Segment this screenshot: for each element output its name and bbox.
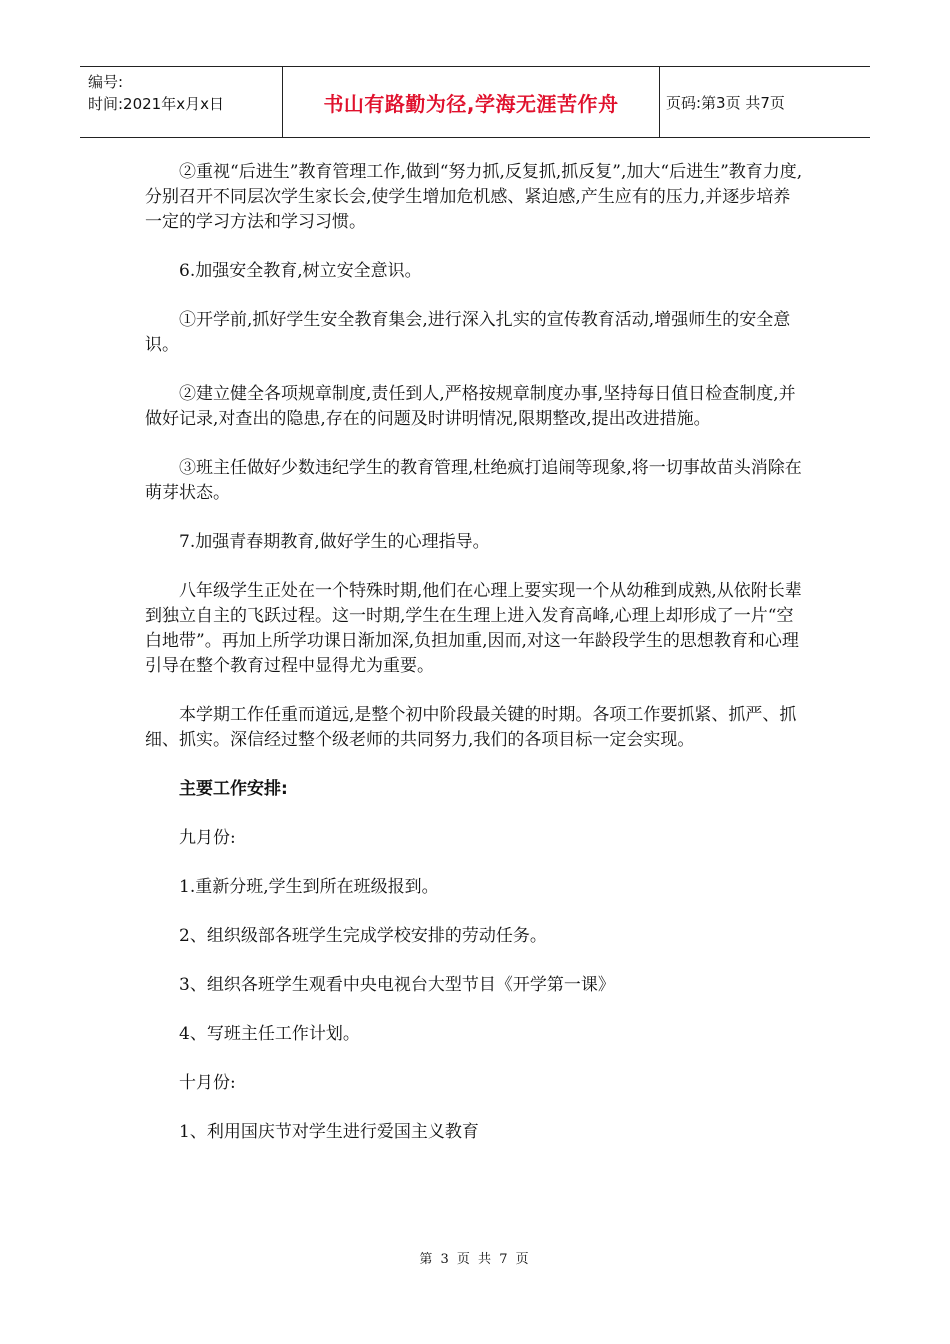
paragraph: ②重视“后进生”教育管理工作,做到“努力抓,反复抓,抓反复”,加大“后进生”教育力度,分别召开不同层次学生家长会,使学生增加危机感、紧迫感,产生应有的压力,并逐步培养一定的学习方法和学习习惯。 xyxy=(145,162,803,232)
page-info: 页码:第3页 共7页 xyxy=(666,93,785,112)
section-heading: 7.加强青春期教育,做好学生的心理指导。 xyxy=(179,532,490,552)
schedule-heading: 主要工作安排: xyxy=(179,779,288,799)
section-heading: 6.加强安全教育,树立安全意识。 xyxy=(179,261,422,281)
month-label: 十月份: xyxy=(179,1073,236,1093)
paragraph: ②建立健全各项规章制度,责任到人,严格按规章制度办事,坚持每日值日检查制度,并做好记录,对查出的隐患,存在的问题及时讲明情况,限期整改,提出改进措施。 xyxy=(145,384,796,429)
paragraph: ①开学前,抓好学生安全教育集会,进行深入扎实的宣传教育活动,增强师生的安全意识。 xyxy=(145,310,791,355)
document-body xyxy=(145,160,807,1145)
paragraph: 本学期工作任重而道远,是整个初中阶段最关键的时期。各项工作要抓紧、抓严、抓细、抓实。深信经过整个级老师的共同努力,我们的各项目标一定会实现。 xyxy=(145,705,797,750)
number-label: 编号: xyxy=(88,73,124,91)
header-middle xyxy=(282,67,660,137)
motto: 书山有路勤为径,学海无涯苦作舟 xyxy=(323,91,619,116)
paragraph: 八年级学生正处在一个特殊时期,他们在心理上要实现一个从幼稚到成熟,从依附长辈到独立自主的飞跃过程。这一时期,学生在生理上进入发育高峰,心理上却形成了一片“空白地带”。再加上所学功课日渐加深,负担加重,因而,对这一年龄段学生的思想教育和心理引导在整个教育过程中显得尤为重要。 xyxy=(145,581,802,676)
page-header xyxy=(80,66,870,138)
page-footer: 第 3 页 共 7 页 xyxy=(419,1252,531,1267)
paragraph: ③班主任做好少数违纪学生的教育管理,杜绝疯打追闹等现象,将一切事故苗头消除在萌芽状态。 xyxy=(145,458,802,503)
month-label: 九月份: xyxy=(179,828,236,848)
header-left xyxy=(80,67,282,137)
time-label: 时间:2021年x月x日 xyxy=(88,95,224,113)
schedule-item: 3、组织各班学生观看中央电视台大型节目《开学第一课》 xyxy=(179,975,615,995)
schedule-item: 2、组织级部各班学生完成学校安排的劳动任务。 xyxy=(179,926,547,946)
header-right xyxy=(660,67,870,137)
schedule-item: 4、写班主任工作计划。 xyxy=(179,1024,360,1044)
schedule-item: 1.重新分班,学生到所在班级报到。 xyxy=(179,877,439,897)
schedule-item: 1、利用国庆节对学生进行爱国主义教育 xyxy=(179,1122,479,1142)
